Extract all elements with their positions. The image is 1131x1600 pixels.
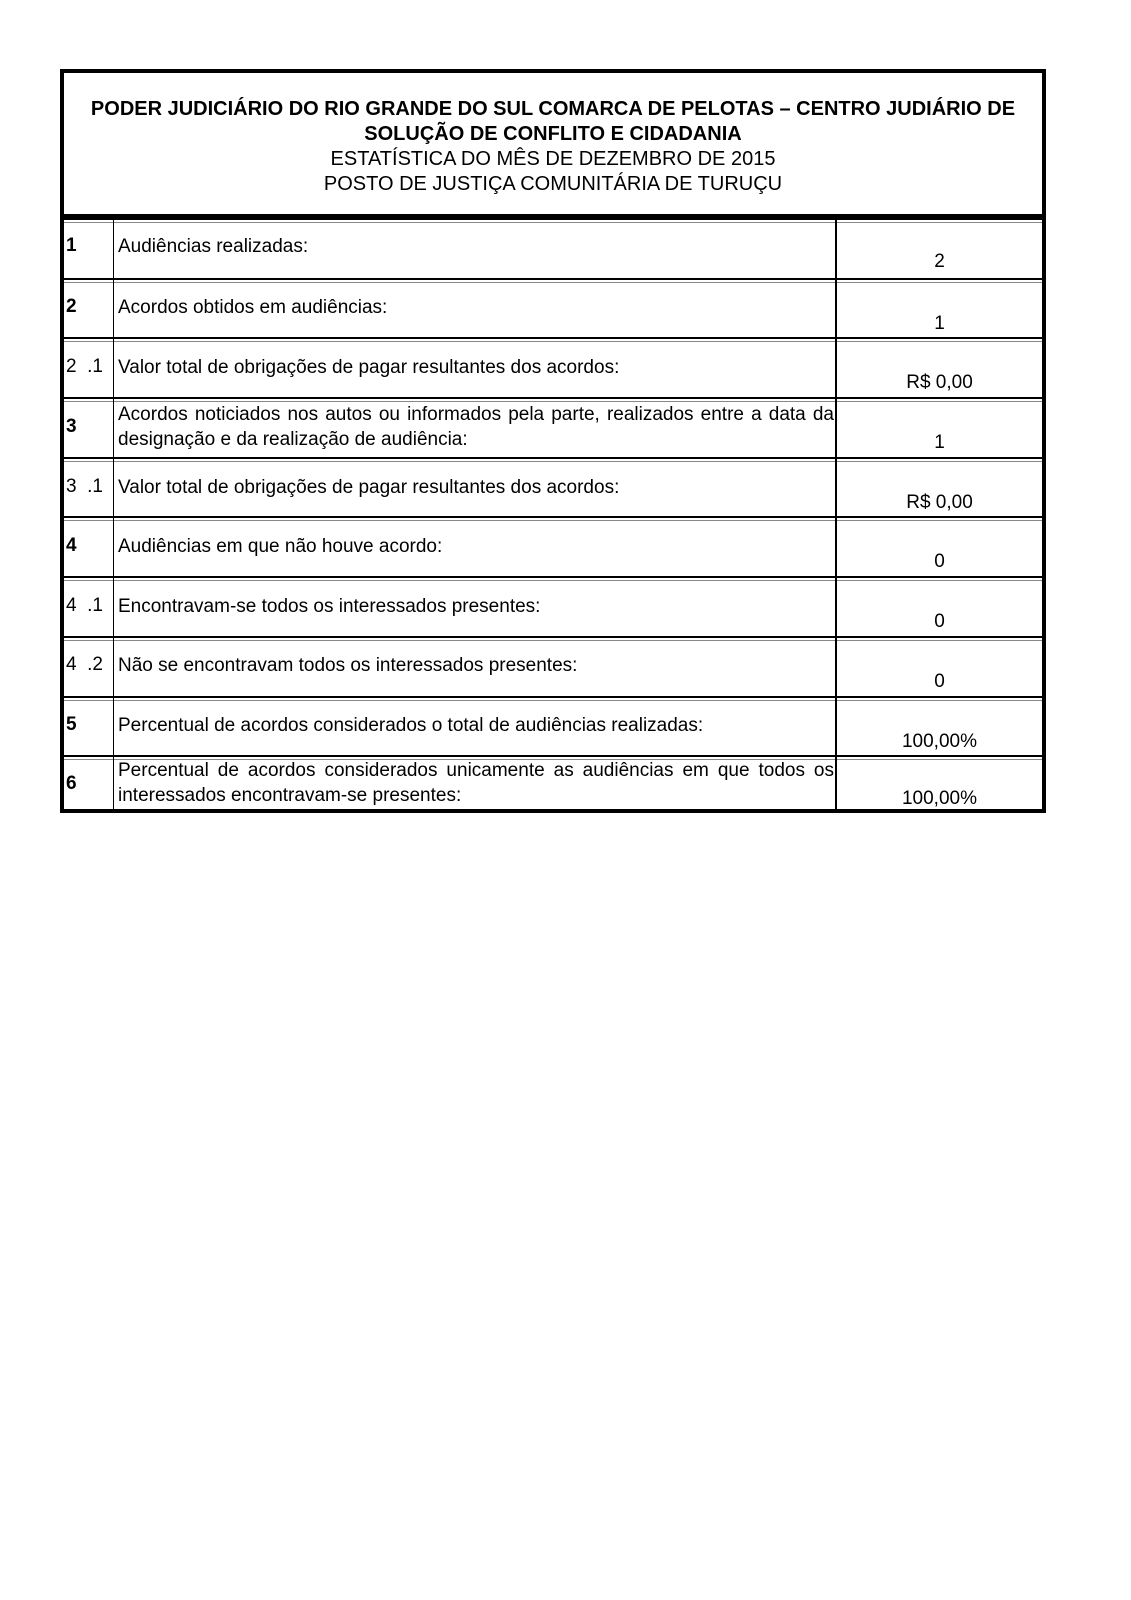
table-row xyxy=(64,397,1042,457)
row-value: 0 xyxy=(934,551,945,572)
row-value: 2 xyxy=(934,251,945,272)
table-row xyxy=(64,337,1042,397)
row-label: Acordos obtidos em audiências: xyxy=(118,297,388,318)
table-row xyxy=(64,278,1042,337)
row-value: 100,00% xyxy=(901,788,977,809)
row-label: Valor total de obrigações de pagar resultantes dos acordos: xyxy=(118,477,620,498)
row-label: Acordos noticiados nos autos ou informados pela parte, realizados entre a data da designação e da realização de audiência: xyxy=(118,404,834,450)
row-number: 4 .1 xyxy=(66,595,103,616)
row-label: Não se encontravam todos os interessados presentes: xyxy=(118,655,578,676)
table-row xyxy=(64,218,1042,278)
row-number: 5 xyxy=(66,714,77,735)
row-label: Percentual de acordos considerados o total de audiências realizadas: xyxy=(118,715,704,736)
row-value: R$ 0,00 xyxy=(906,492,973,513)
row-label: Valor total de obrigações de pagar resultantes dos acordos: xyxy=(118,357,620,378)
row-number: 1 xyxy=(66,235,77,256)
row-value: R$ 0,00 xyxy=(906,372,973,393)
table-row xyxy=(64,755,1042,813)
row-value: 0 xyxy=(934,611,945,632)
row-value: 1 xyxy=(934,313,945,334)
row-number: 3 xyxy=(66,416,77,437)
row-label: Percentual de acordos considerados unicamente as audiências em que todos os interessados encontravam-se presentes: xyxy=(118,760,834,806)
row-number: 3 .1 xyxy=(66,476,103,497)
row-value: 100,00% xyxy=(901,731,977,752)
table-row xyxy=(64,516,1042,576)
table-row xyxy=(64,636,1042,696)
header-location: POSTO DE JUSTIÇA COMUNITÁRIA DE TURUÇU xyxy=(323,173,783,195)
row-value: 0 xyxy=(934,671,945,692)
row-label: Audiências em que não houve acordo: xyxy=(118,536,443,557)
table-row xyxy=(64,696,1042,755)
report-header xyxy=(64,73,1042,218)
row-number: 2 xyxy=(66,296,77,317)
header-title-line1: PODER JUDICIÁRIO DO RIO GRANDE DO SUL COMARCA DE PELOTAS – CENTRO JUDIÁRIO DE xyxy=(90,98,1016,120)
header-title-line2: SOLUÇÃO DE CONFLITO E CIDADANIA xyxy=(364,123,742,145)
row-number: 6 xyxy=(66,773,77,794)
row-value: 1 xyxy=(934,432,945,453)
row-label: Audiências realizadas: xyxy=(118,236,309,257)
row-number: 4 xyxy=(66,535,77,556)
table-row xyxy=(64,457,1042,516)
header-subtitle: ESTATÍSTICA DO MÊS DE DEZEMBRO DE 2015 xyxy=(330,148,776,170)
statistics-report-table xyxy=(60,69,1046,813)
row-number: 2 .1 xyxy=(66,356,103,377)
table-row xyxy=(64,576,1042,636)
row-number: 4 .2 xyxy=(66,654,103,675)
row-label: Encontravam-se todos os interessados presentes: xyxy=(118,596,541,617)
